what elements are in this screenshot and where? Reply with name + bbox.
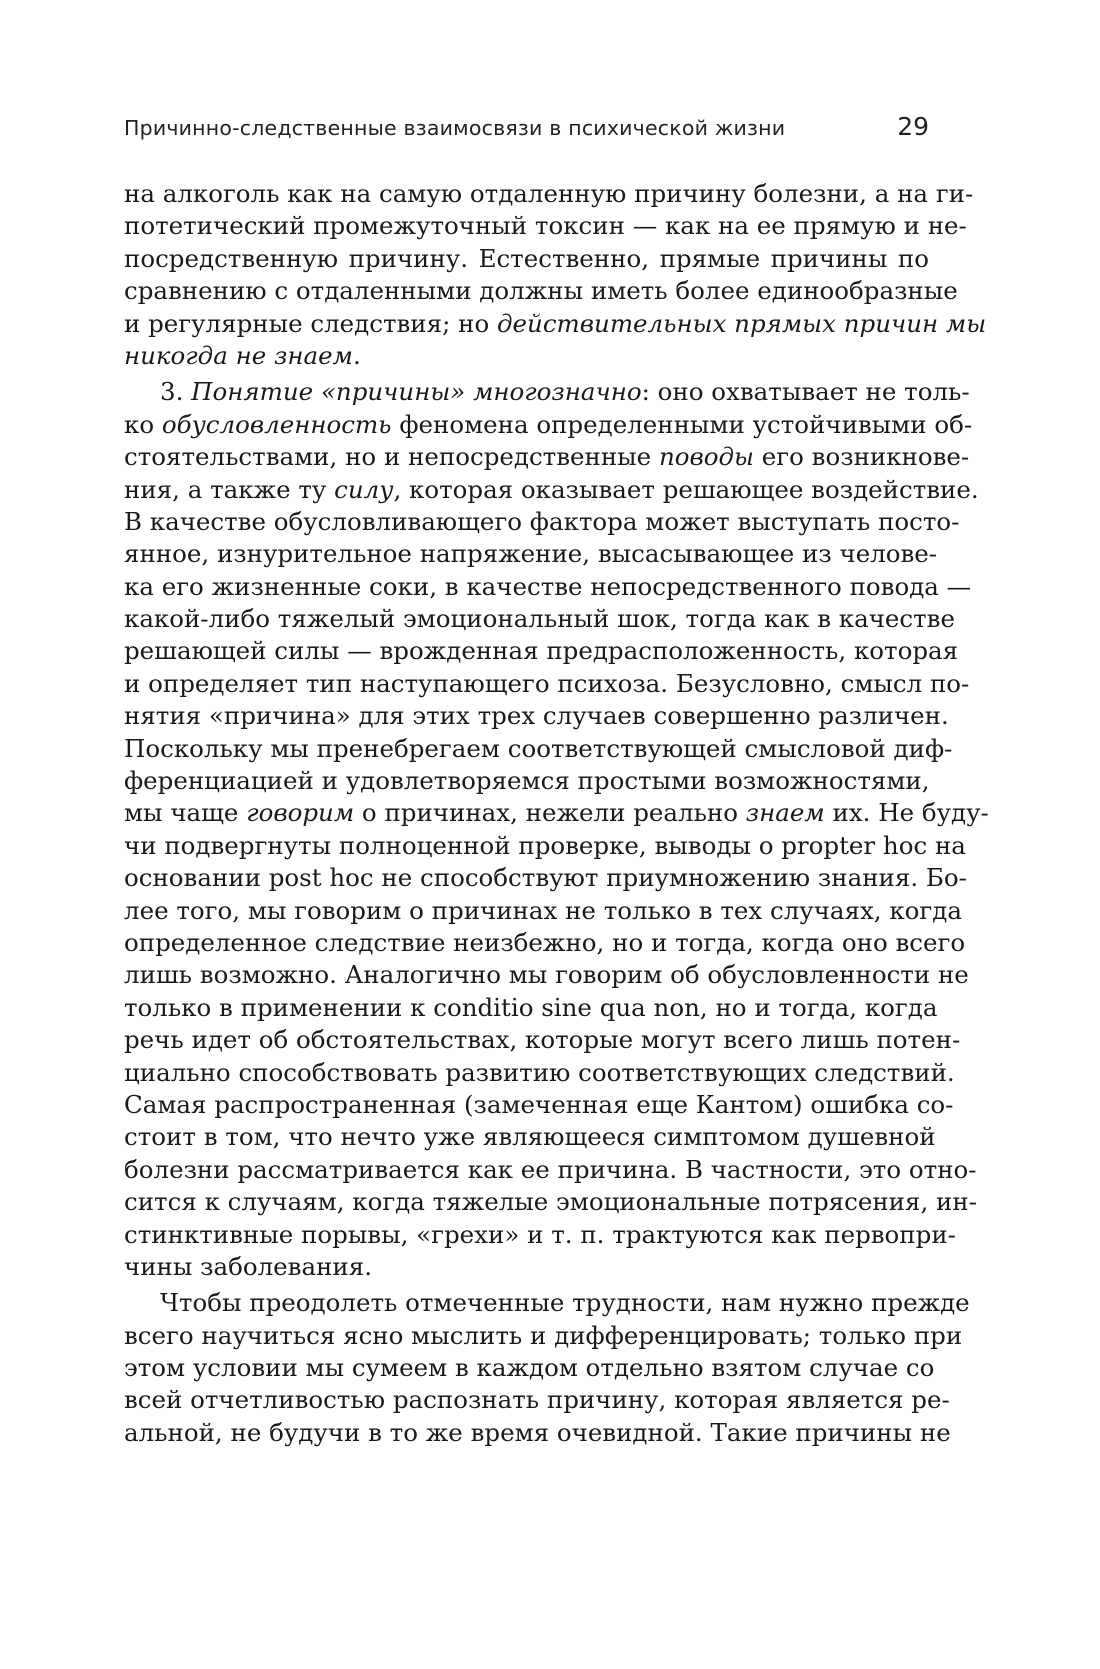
text-segment: стоит в том, что нечто уже являющееся симптомом душевной	[124, 1122, 936, 1152]
text-segment: альной, не будучи в то же время очевидной. Такие причины не	[124, 1417, 951, 1447]
text-segment: и определяет тип наступающего психоза. Безусловно, смысл по-	[124, 668, 970, 698]
text-segment: чи подвергнуты полноценной проверке, выводы о propter hoc на	[124, 830, 966, 860]
text-segment: мы чаще	[124, 798, 247, 828]
text-segment: сравнению с отдаленными должны иметь более единообразные	[124, 276, 958, 306]
chapter-title: Причинно-следственные взаимосвязи в психической жизни	[124, 116, 786, 140]
italic-segment: знаем	[745, 798, 825, 828]
page-number: 29	[897, 112, 929, 141]
text-segment: потетический промежуточный токсин — как на ее прямую и не-	[124, 211, 967, 241]
text-segment: сится к случаям, когда тяжелые эмоциональные потрясения, ин-	[124, 1187, 977, 1217]
text-line	[124, 700, 949, 732]
text-line	[124, 571, 972, 603]
text-segment: всей отчетливостью распознать причину, которая является ре-	[124, 1385, 950, 1415]
paragraph	[124, 376, 989, 1283]
text-line	[124, 992, 938, 1024]
italic-segment: действительных прямых причин мы	[497, 308, 987, 338]
text-line	[124, 1057, 955, 1089]
text-segment: только в применении к conditio sine qua non, но и тогда, когда	[124, 992, 938, 1022]
text-segment: .	[352, 340, 361, 370]
text-line	[124, 1024, 961, 1056]
text-line	[124, 340, 929, 372]
body-text	[124, 178, 989, 1449]
text-line	[124, 1417, 951, 1449]
italic-segment: обусловленность	[161, 409, 392, 439]
paragraph	[124, 178, 987, 372]
text-line	[124, 308, 987, 340]
text-segment: его возникнове-	[754, 442, 970, 472]
text-segment: , которая оказывает решающее воздействие.	[393, 474, 979, 504]
text-line	[124, 862, 967, 894]
text-segment: : оно охватывает не толь-	[641, 377, 970, 407]
text-line	[124, 895, 962, 927]
paragraph	[124, 1287, 970, 1449]
text-segment: этом условии мы сумеем в каждом отдельно взятом случае со	[124, 1353, 935, 1383]
italic-segment: поводы	[658, 442, 754, 472]
text-segment: ко	[124, 409, 162, 439]
text-segment: основании post hoc не способствуют приумножению знания. Бо-	[124, 863, 967, 893]
text-line	[124, 1320, 963, 1352]
text-segment: на алкоголь как на самую отдаленную причину болезни, а на ги-	[124, 179, 974, 208]
text-line	[124, 506, 960, 538]
text-segment: ка его жизненные соки, в качестве непосредственного повода —	[124, 571, 972, 601]
text-segment: феномена определенными устойчивыми об-	[391, 409, 973, 439]
text-line	[124, 1219, 956, 1251]
text-segment: ния, а также ту	[124, 474, 335, 504]
text-line	[124, 1186, 977, 1218]
text-line	[124, 603, 955, 635]
running-header	[124, 112, 929, 141]
text-line	[124, 376, 970, 408]
text-segment: Поскольку мы пренебрегаем соответствующей смысловой диф-	[124, 733, 953, 763]
text-segment: речь идет об обстоятельствах, которые могут всего лишь потен-	[124, 1025, 961, 1055]
text-segment: какой-либо тяжелый эмоциональный шок, тогда как в качестве	[124, 604, 955, 634]
text-line	[124, 1154, 977, 1186]
text-line	[124, 959, 969, 991]
text-segment: стинктивные порывы, «грехи» и т. п. трактуются как первопри-	[124, 1219, 956, 1249]
text-segment: ференциацией и удовлетворяемся простыми возможностями,	[124, 766, 930, 796]
italic-segment: силу	[334, 474, 394, 504]
text-line	[124, 927, 966, 959]
text-segment: Самая распространенная (замеченная еще Кантом) ошибка со-	[124, 1089, 954, 1119]
text-segment: их. Не буду-	[824, 798, 989, 828]
text-line	[124, 1121, 936, 1153]
text-segment: решающей силы — врожденная предрасположенность, которая	[124, 636, 959, 666]
text-segment: нятия «причина» для этих трех случаев совершенно различен.	[124, 701, 949, 731]
text-segment: стоятельствами, но и непосредственные	[124, 442, 659, 472]
text-line	[124, 797, 989, 829]
text-segment: янное, изнурительное напряжение, высасывающее из челове-	[124, 539, 938, 569]
text-line	[124, 1384, 950, 1416]
text-line	[124, 409, 973, 441]
text-line	[124, 1089, 954, 1121]
text-segment: болезни рассматривается как ее причина. В частности, это отно-	[124, 1154, 977, 1184]
text-line	[124, 210, 967, 242]
text-segment: всего научиться ясно мыслить и дифференцировать; только при	[124, 1320, 963, 1350]
text-line	[124, 243, 929, 275]
text-segment: 3.	[160, 377, 192, 407]
text-segment: Чтобы преодолеть отмеченные трудности, нам нужно прежде	[160, 1288, 970, 1318]
italic-segment: никогда не знаем	[124, 340, 353, 370]
text-line	[124, 441, 970, 473]
text-segment: лее того, мы говорим о причинах не только в тех случаях, когда	[124, 895, 962, 925]
text-line	[124, 178, 974, 210]
text-line	[124, 538, 938, 570]
text-line	[124, 1251, 929, 1283]
italic-segment: говорим	[246, 798, 355, 828]
text-line	[124, 765, 929, 797]
text-segment: и регулярные следствия; но	[124, 308, 498, 338]
text-line	[124, 668, 970, 700]
text-line	[124, 1352, 935, 1384]
text-line	[124, 474, 979, 506]
text-segment: о причинах, нежели реально	[354, 798, 746, 828]
text-line	[124, 830, 966, 862]
text-segment: В качестве обусловливающего фактора может выступать посто-	[124, 506, 960, 536]
italic-segment: Понятие «причины» многозначно	[191, 377, 642, 407]
text-line	[124, 635, 959, 667]
text-segment: посредственную причину. Естественно, прямые причины по	[124, 243, 929, 273]
text-segment: циально способствовать развитию соответствующих следствий.	[124, 1057, 955, 1087]
text-line	[124, 275, 958, 307]
text-segment: определенное следствие неизбежно, но и тогда, когда оно всего	[124, 927, 966, 957]
text-segment: лишь возможно. Аналогично мы говорим об обусловленности не	[124, 960, 969, 990]
text-line	[124, 733, 953, 765]
text-line	[124, 1287, 970, 1319]
text-segment: чины заболевания.	[124, 1251, 372, 1281]
